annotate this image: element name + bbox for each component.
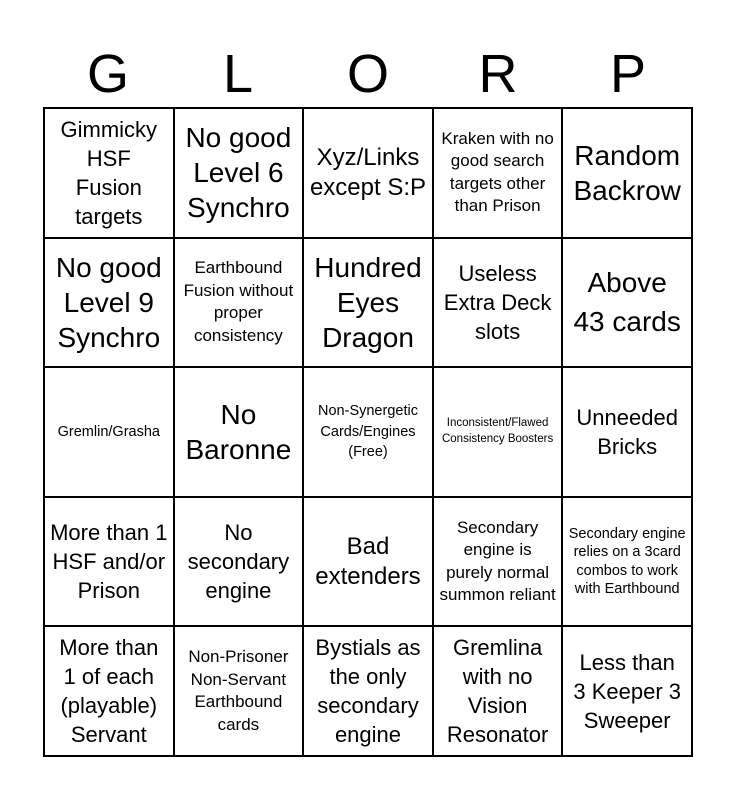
bingo-cell[interactable] [303, 108, 433, 238]
bingo-cell[interactable] [44, 238, 174, 368]
cell-text: No good Level 6 Synchro [185, 122, 292, 224]
bingo-cell[interactable] [562, 497, 692, 627]
bingo-cell[interactable] [562, 108, 692, 238]
cell-text: Random Backrow [573, 139, 681, 206]
bingo-cell[interactable] [303, 238, 433, 368]
cell-text: Inconsistent/Flawed Consistency Boosters [441, 417, 554, 445]
cell-text: Less than 3 Keeper 3 Sweeper [573, 649, 681, 733]
bingo-cell[interactable] [174, 497, 304, 627]
cell-text: Non-Prisoner Non-Servant Earthbound cards [188, 647, 289, 734]
cell-text: Earthbound Fusion without proper consistency [183, 258, 294, 345]
bingo-cell[interactable] [303, 367, 433, 497]
cell-text: No Baronne [185, 398, 292, 465]
cell-text: Secondary engine is purely normal summon reliant [439, 517, 556, 605]
bingo-cell[interactable] [44, 367, 174, 497]
bingo-cell[interactable] [433, 497, 563, 627]
bingo-grid [43, 107, 693, 757]
cell-text: More than 1 of each (playable) Servant [59, 635, 159, 748]
cell-text: Hundred Eyes Dragon [314, 251, 422, 353]
cell-text: More than 1 HSF and/or Prison [50, 520, 168, 604]
bingo-cell[interactable] [174, 108, 304, 238]
header-letter-p: P [609, 44, 647, 104]
cell-text: Bystials as the only secondary engine [315, 635, 421, 748]
bingo-cell[interactable] [303, 497, 433, 627]
bingo-cell[interactable] [562, 626, 692, 756]
cell-text: Xyz/Links except S:P [309, 143, 427, 201]
bingo-cell[interactable] [44, 497, 174, 627]
cell-text: Kraken with no good search targets other than Prison [441, 128, 554, 216]
bingo-cell[interactable] [303, 626, 433, 756]
cell-text: Useless Extra Deck slots [443, 260, 552, 344]
cell-text: Non-Synergetic Cards/Engines (Free) [318, 403, 418, 461]
header-letter-g: G [86, 44, 129, 104]
bingo-cell[interactable] [562, 238, 692, 368]
cell-text: No good Level 9 Synchro [55, 251, 162, 353]
bingo-cell[interactable] [44, 108, 174, 238]
bingo-header [43, 40, 693, 108]
cell-text: Unneeded Bricks [576, 404, 678, 459]
header-letter-r: R [478, 44, 518, 104]
cell-text: Gimmicky HSF Fusion targets [60, 116, 158, 229]
bingo-cell[interactable] [433, 626, 563, 756]
bingo-cell[interactable] [433, 108, 563, 238]
bingo-cell[interactable] [174, 626, 304, 756]
bingo-cell[interactable] [174, 367, 304, 497]
header-letter-o: O [346, 44, 389, 104]
header-letter-l: L [222, 44, 254, 104]
cell-text: Bad extenders [315, 532, 421, 590]
cell-text: Above 43 cards [573, 267, 681, 338]
bingo-cell[interactable] [44, 626, 174, 756]
bingo-cell[interactable] [174, 238, 304, 368]
cell-text: Gremlina with no Vision Resonator [446, 635, 549, 748]
bingo-cell[interactable] [433, 367, 563, 497]
bingo-cell[interactable] [562, 367, 692, 497]
cell-text: Gremlin/Grasha [57, 423, 160, 440]
cell-text: No secondary engine [187, 520, 290, 604]
bingo-cell[interactable] [433, 238, 563, 368]
cell-text: Secondary engine relies on a 3card combos to work with Earthbound [568, 525, 686, 598]
